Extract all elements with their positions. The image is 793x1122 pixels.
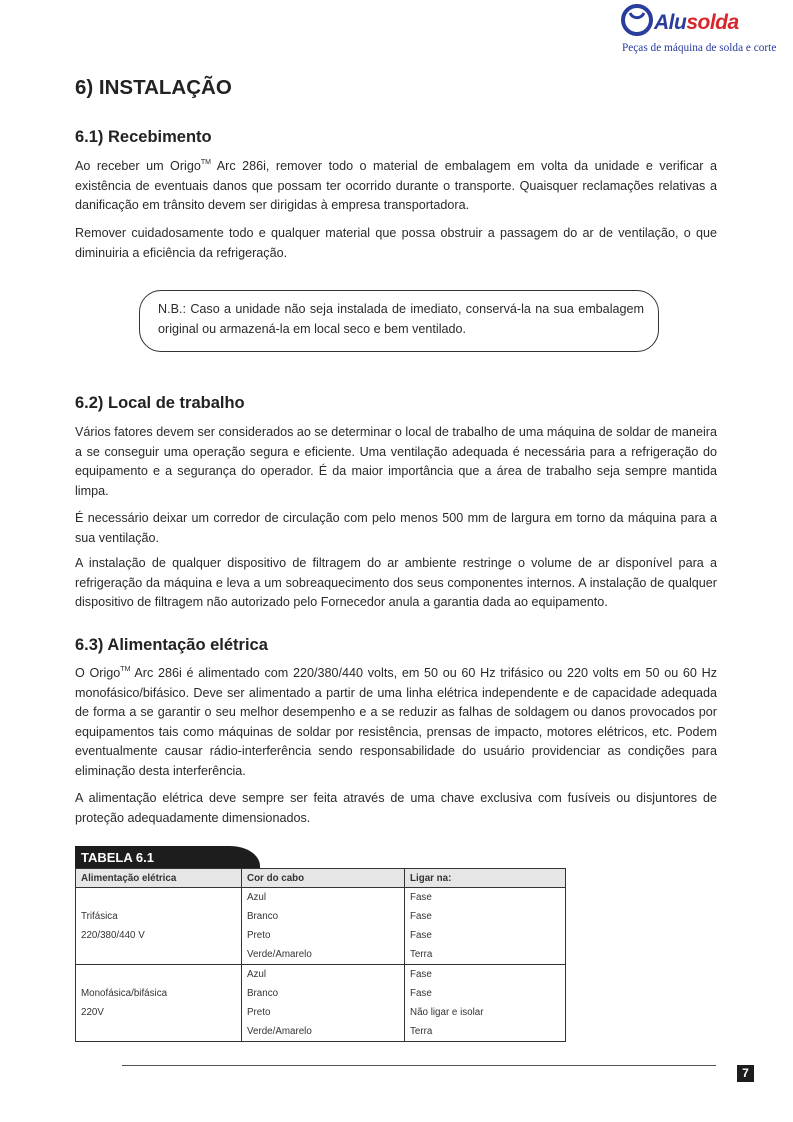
text: Arc 286i é alimentado com 220/380/440 volts, em 50 ou 60 Hz trifásico ou 220 volts em 50 ou 60 Hz monofásico/bifásico. Deve ser alimentado a partir de uma linha elétrica independente e de capacidade adequada de forma a se garantir o seu melhor desempenho e a se reduzir as falhas de soldagem ou danos provocados por equipamentos tais como máquinas de soldar por resistência, prensas de impacto, motores elétricos, etc. Podem eventualmente causar rádio-interferência sendo responsabilidade do usuário providenciar as condições para eliminação desta interferência. [75,666,717,778]
table-row [76,965,566,985]
text: Ao receber um Origo [75,159,201,173]
cable-color: Branco [242,907,405,926]
connect-to: Fase [405,907,566,926]
table-row [76,888,566,908]
paragraph-alimentacao-2: A alimentação elétrica deve sempre ser feita através de uma chave exclusiva com fusíveis ou disjuntores de proteção adequadamente dimensionados. [75,791,717,825]
connect-to: Não ligar e isolar [405,1003,566,1022]
connect-to: Fase [405,965,566,985]
paragraph-recebimento-1 [75,157,717,216]
section-heading-alimentacao: 6.3) Alimentação elétrica [75,636,268,654]
supply-cell [76,965,242,1042]
brand-name [654,11,739,35]
company-logo [620,4,777,60]
cable-color: Verde/Amarelo [242,945,405,965]
cable-color: Preto [242,926,405,945]
paragraph-local-2: É necessário deixar um corredor de circulação com pelo menos 500 mm de largura em torno da máquina para a sua ventilação. [75,511,717,545]
note-text: N.B.: Caso a unidade não seja instalada de imediato, conservá-la na sua embalagem original ou armazená-la em local seco e bem ventilado. [158,302,644,336]
cable-color: Azul [242,965,405,985]
brand-tagline: Peças de máquina de solda e corte [622,42,777,54]
text: O Origo [75,666,121,680]
connect-to: Fase [405,926,566,945]
cable-color: Azul [242,888,405,908]
table-header-row [76,869,566,888]
trademark-sup: TM [200,159,211,166]
wiring-table [75,868,566,1042]
note-box [139,290,659,352]
supply-type: Monofásica/bifásica [81,988,168,999]
page-title: 6) INSTALAÇÃO [75,76,232,99]
table-label: TABELA 6.1 [75,846,260,868]
connect-to: Fase [405,888,566,908]
connect-to: Fase [405,984,566,1003]
trademark-sup: TM [120,666,131,673]
header-supply: Alimentação elétrica [76,869,242,888]
paragraph-alimentacao-1 [75,664,717,782]
section-heading-recebimento: 6.1) Recebimento [75,128,212,146]
text: Arc 286i, remover todo o material de embalagem em volta da unidade e verificar a existência de eventuais danos que possam ter ocorrido durante o transporte. Quaisquer reclamações relativas a danificação em trânsito devem ser dirigidas à empresa transportadora. [75,159,717,213]
connect-to: Terra [405,945,566,965]
brand-part-alu: Alu [654,11,687,34]
supply-cell [76,888,242,965]
paragraph-local-3: A instalação de qualquer dispositivo de filtragem do ar ambiente restringe o volume de ar disponível para a refrigeração da máquina e leva a um sobreaquecimento dos seus componentes internos. A instalação de qualquer dispositivo de filtragem não autorizado pelo Fornecedor anula a garantia dada ao equipamento. [75,556,717,610]
supply-voltage: 220V [81,1007,104,1018]
paragraph-local-1: Vários fatores devem ser considerados ao se determinar o local de trabalho de uma máquina de soldar de maneira a se conseguir uma operação segura e eficiente. Uma ventilação adequada é necessária para a refrigeração do equipamento e a segurança do operador. É da maior importância que a área de trabalho seja sempre mantida limpa. [75,425,717,498]
cable-color: Verde/Amarelo [242,1022,405,1042]
footer-divider [122,1065,716,1066]
supply-voltage: 220/380/440 V [81,930,145,941]
section-heading-local-de-trabalho: 6.2) Local de trabalho [75,394,245,412]
alusolda-swirl-icon [620,4,654,38]
brand-part-solda: solda [686,11,739,34]
page-number: 7 [737,1065,754,1082]
cable-color: Preto [242,1003,405,1022]
connect-to: Terra [405,1022,566,1042]
header-cable-color: Cor do cabo [242,869,405,888]
supply-type: Trifásica [81,911,118,922]
header-connect-to: Ligar na: [405,869,566,888]
paragraph-recebimento-2: Remover cuidadosamente todo e qualquer material que possa obstruir a passagem do ar de ventilação, o que diminuiria a eficiência da refrigeração. [75,226,717,260]
cable-color: Branco [242,984,405,1003]
